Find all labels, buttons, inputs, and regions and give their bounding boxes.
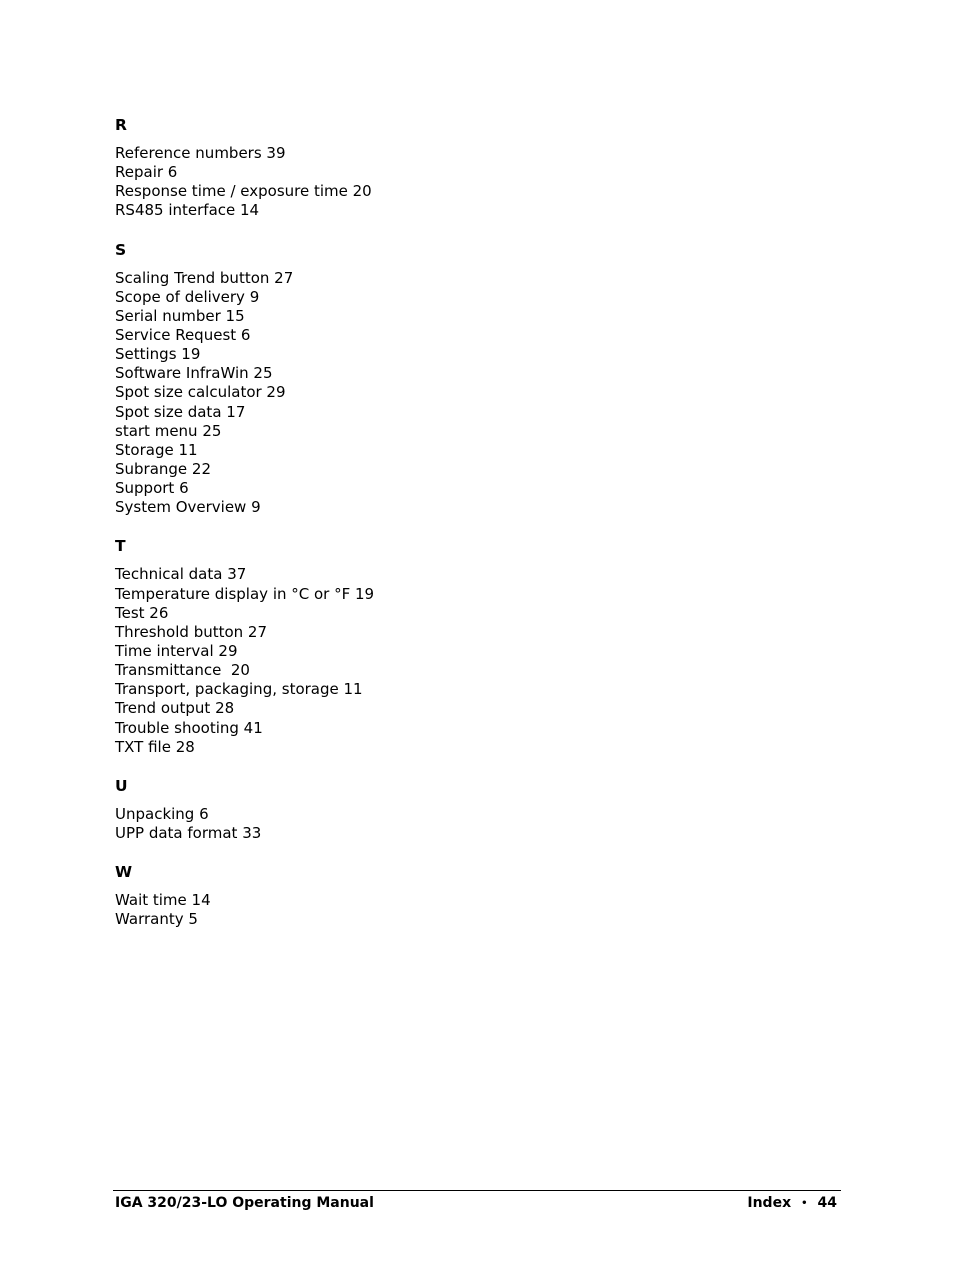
footer-manual-title: IGA 320/23-LO Operating Manual [115,1195,374,1211]
section-letter-heading: S [115,240,127,259]
index-content [115,113,715,946]
index-entry: Transport, packaging, storage 11 [115,680,363,699]
index-entry: Trend output 28 [115,699,235,718]
index-entry: Reference numbers 39 [115,144,286,162]
index-entry: System Overview 9 [115,498,261,517]
index-entry: Trouble shooting 41 [115,718,263,737]
index-entry: Repair 6 [115,163,178,182]
section-letter-heading: W [115,863,133,882]
index-entry: Unpacking 6 [115,804,209,823]
index-entry: Response time / exposure time 20 [115,182,372,201]
index-entry-list [115,269,715,518]
index-entry: Wait time 14 [115,891,211,910]
index-section-t [115,534,715,756]
index-entry: Spot size calculator 29 [115,383,286,402]
index-section-s [115,238,715,518]
index-entry: Spot size data 17 [115,402,246,421]
footer-page-number: 44 [817,1195,837,1211]
index-entry: Scaling Trend button 27 [115,268,294,287]
footer-bullet-separator: • [801,1198,808,1209]
index-entry: Temperature display in °C or °F 19 [115,584,375,603]
index-entry-list [115,565,715,756]
index-entry: Storage 11 [115,440,198,459]
index-entry: start menu 25 [115,421,222,440]
index-entry: Time interval 29 [115,641,238,660]
footer-section-name: Index [747,1195,792,1211]
index-entry-list [115,805,715,843]
index-entry: Threshold button 27 [115,622,268,641]
footer-page-info [747,1194,837,1213]
index-entry: Support 6 [115,479,189,498]
index-section-r [115,113,715,221]
section-letter-heading: R [115,116,127,134]
section-letter-heading: T [115,537,126,556]
index-entry: Service Request 6 [115,325,251,344]
section-letter-heading: U [115,776,128,795]
index-entry: Test 26 [115,603,169,622]
index-entry: Serial number 15 [115,306,245,325]
index-entry: Settings 19 [115,345,201,364]
index-entry: RS485 interface 14 [115,201,260,220]
index-entry-list [115,891,715,929]
index-entry: TXT file 28 [115,737,195,756]
index-entry: Transmittance 20 [115,661,250,680]
index-entry: Subrange 22 [115,459,212,478]
index-section-u [115,774,715,843]
index-entry: Scope of delivery 9 [115,287,260,306]
index-entry: UPP data format 33 [115,823,262,842]
index-entry-list [115,144,715,221]
index-entry: Software InfraWin 25 [115,364,273,383]
page-footer [113,1190,841,1221]
index-section-w [115,860,715,929]
index-entry: Warranty 5 [115,910,198,929]
index-entry: Technical data 37 [115,565,247,584]
